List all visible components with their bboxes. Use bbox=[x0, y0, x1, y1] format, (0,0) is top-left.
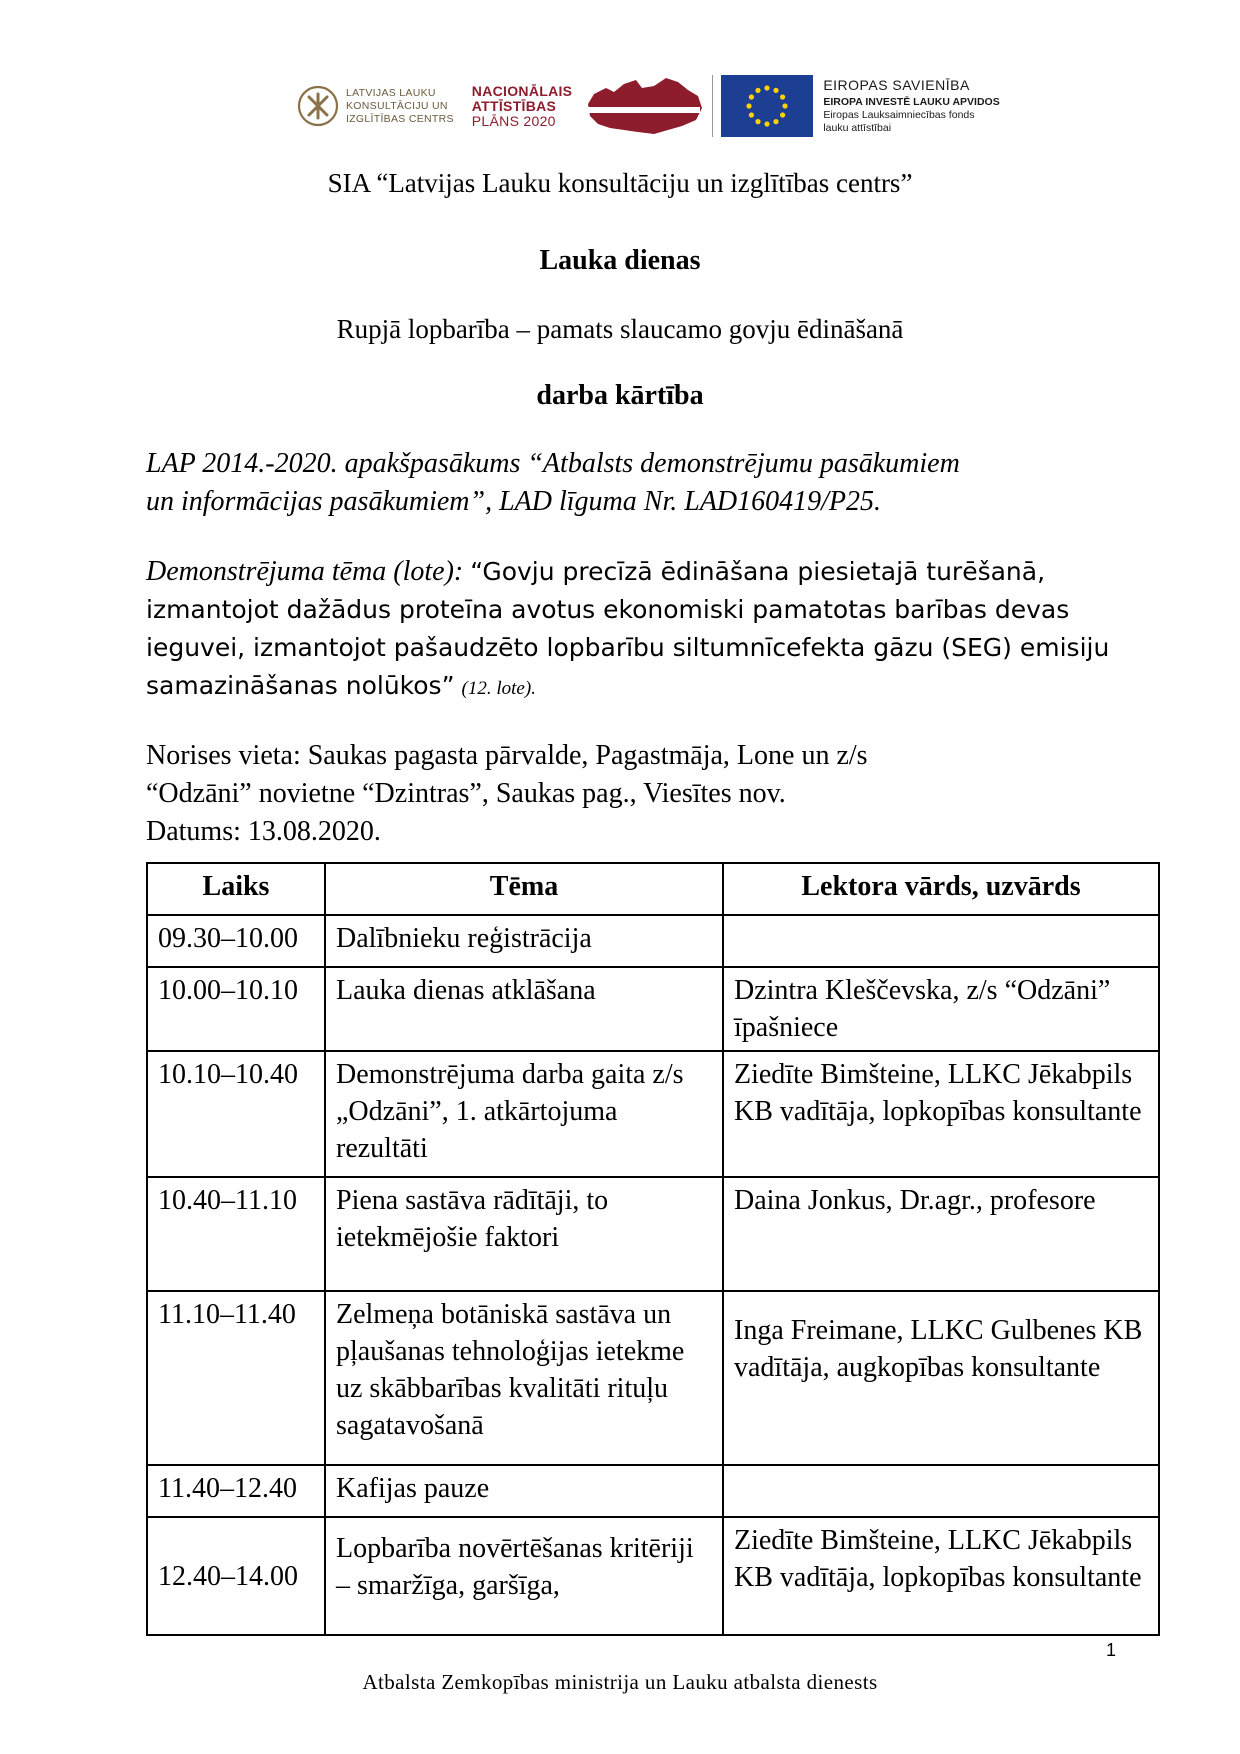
cell-topic: Zelmeņa botāniskā sastāva un pļaušanas tehnoloģijas ietekme uz skābbarības kvalitāti rituļu sagatavošanā bbox=[325, 1291, 723, 1465]
table-header-row bbox=[147, 863, 1159, 915]
nap-2020-logo: NACIONĀLAIS ATTĪSTĪBAS PLĀNS 2020 bbox=[471, 82, 573, 129]
page-footer: Atbalsta Zemkopības ministrija un Lauku atbalsta dienests bbox=[362, 1670, 878, 1694]
llkc-emblem-icon bbox=[296, 84, 340, 128]
cell-time: 10.40–11.10 bbox=[147, 1177, 325, 1291]
cell-lecturer: Dzintra Kleščevska, z/s “Odzāni” īpašniece bbox=[723, 967, 1159, 1051]
cell-time: 12.40–14.00 bbox=[147, 1517, 325, 1635]
demo-topic-text: “Govju precīzā ēdināšana piesietajā turēšanā, izmantojot dažādus proteīna avotus ekonomiski pamatotas barības devas ieguvei, izmantojot pašaudzēto lopbarību siltumnīcefekta gāzu (SEG) emisiju samazināšanas nolūkos” bbox=[146, 557, 1110, 700]
agenda-heading: darba kārtība bbox=[536, 380, 704, 411]
table-row bbox=[147, 1517, 1159, 1635]
table-row bbox=[147, 1465, 1159, 1517]
cell-topic: Lopbarība novērtēšanas kritēriji – smaržīga, garšīga, bbox=[325, 1517, 723, 1635]
program-reference: LAP 2014.-2020. apakšpasākums “Atbalsts demonstrējumu pasākumiem un informācijas pasākumiem”, LAD līguma Nr. LAD160419/P25. bbox=[146, 448, 960, 517]
cell-lecturer: Ziedīte Bimšteine, LLKC Jēkabpils KB vadītāja, lopkopības konsultante bbox=[723, 1517, 1159, 1635]
llkc-logo bbox=[296, 84, 454, 128]
header-topic: Tēma bbox=[325, 863, 723, 915]
cell-lecturer bbox=[723, 915, 1159, 967]
eu-flag-icon bbox=[721, 75, 813, 137]
header-lecturer: Lektora vārds, uzvārds bbox=[723, 863, 1159, 915]
cell-topic: Dalībnieku reģistrācija bbox=[325, 915, 723, 967]
table-row bbox=[147, 915, 1159, 967]
cell-topic: Piena sastāva rādītāji, to ietekmējošie faktori bbox=[325, 1177, 723, 1291]
cell-time: 10.00–10.10 bbox=[147, 967, 325, 1051]
cell-topic: Demonstrējuma darba gaita z/s „Odzāni”, 1. atkārtojuma rezultāti bbox=[325, 1051, 723, 1177]
cell-lecturer bbox=[723, 1465, 1159, 1517]
cell-lecturer: Inga Freimane, LLKC Gulbenes KB vadītāja, augkopības konsultante bbox=[723, 1291, 1159, 1465]
table-row bbox=[147, 967, 1159, 1051]
cell-time: 11.10–11.40 bbox=[147, 1291, 325, 1465]
cell-time: 11.40–12.40 bbox=[147, 1465, 325, 1517]
page-number: 1 bbox=[1106, 1640, 1117, 1660]
agenda-table bbox=[146, 862, 1160, 1636]
demonstration-topic bbox=[146, 553, 1146, 708]
event-location: Norises vieta: Saukas pagasta pārvalde, Pagastmāja, Lone un z/s “Odzāni” novietne “Dzintras”, Saukas pag., Viesītes nov. Datums: 13.08.2020. bbox=[146, 737, 1146, 851]
table-row bbox=[147, 1291, 1159, 1465]
demo-lot: (12. lote). bbox=[461, 678, 536, 699]
logo-divider bbox=[712, 75, 713, 137]
header-time: Laiks bbox=[147, 863, 325, 915]
eu-logo-text: EIROPAS SAVIENĪBA EIROPA INVESTĒ LAUKU APVIDOS Eiropas Lauksaimniecības fonds lauku attīstībai bbox=[823, 77, 1000, 134]
document-title: Lauka dienas bbox=[539, 245, 701, 276]
cell-lecturer: Daina Jonkus, Dr.agr., profesore bbox=[723, 1177, 1159, 1291]
document-subtitle: Rupjā lopbarība – pamats slaucamo govju ēdināšanā bbox=[336, 314, 904, 344]
organization-name: SIA “Latvijas Lauku konsultāciju un izglītības centrs” bbox=[327, 168, 913, 198]
cell-time: 09.30–10.00 bbox=[147, 915, 325, 967]
table-row bbox=[147, 1177, 1159, 1291]
demo-topic-label: Demonstrējuma tēma (lote): bbox=[146, 556, 464, 587]
event-date: Datums: 13.08.2020. bbox=[146, 816, 381, 847]
llkc-logo-text: LATVIJAS LAUKU KONSULTĀCIJU UN IZGLĪTĪBAS CENTRS bbox=[346, 86, 454, 125]
cell-topic: Kafijas pauze bbox=[325, 1465, 723, 1517]
latvia-map-icon bbox=[584, 74, 704, 138]
table-row bbox=[147, 1051, 1159, 1177]
cell-topic: Lauka dienas atklāšana bbox=[325, 967, 723, 1051]
cell-lecturer: Ziedīte Bimšteine, LLKC Jēkabpils KB vadītāja, lopkopības konsultante bbox=[723, 1051, 1159, 1177]
logo-bar bbox=[296, 74, 1000, 138]
cell-time: 10.10–10.40 bbox=[147, 1051, 325, 1177]
